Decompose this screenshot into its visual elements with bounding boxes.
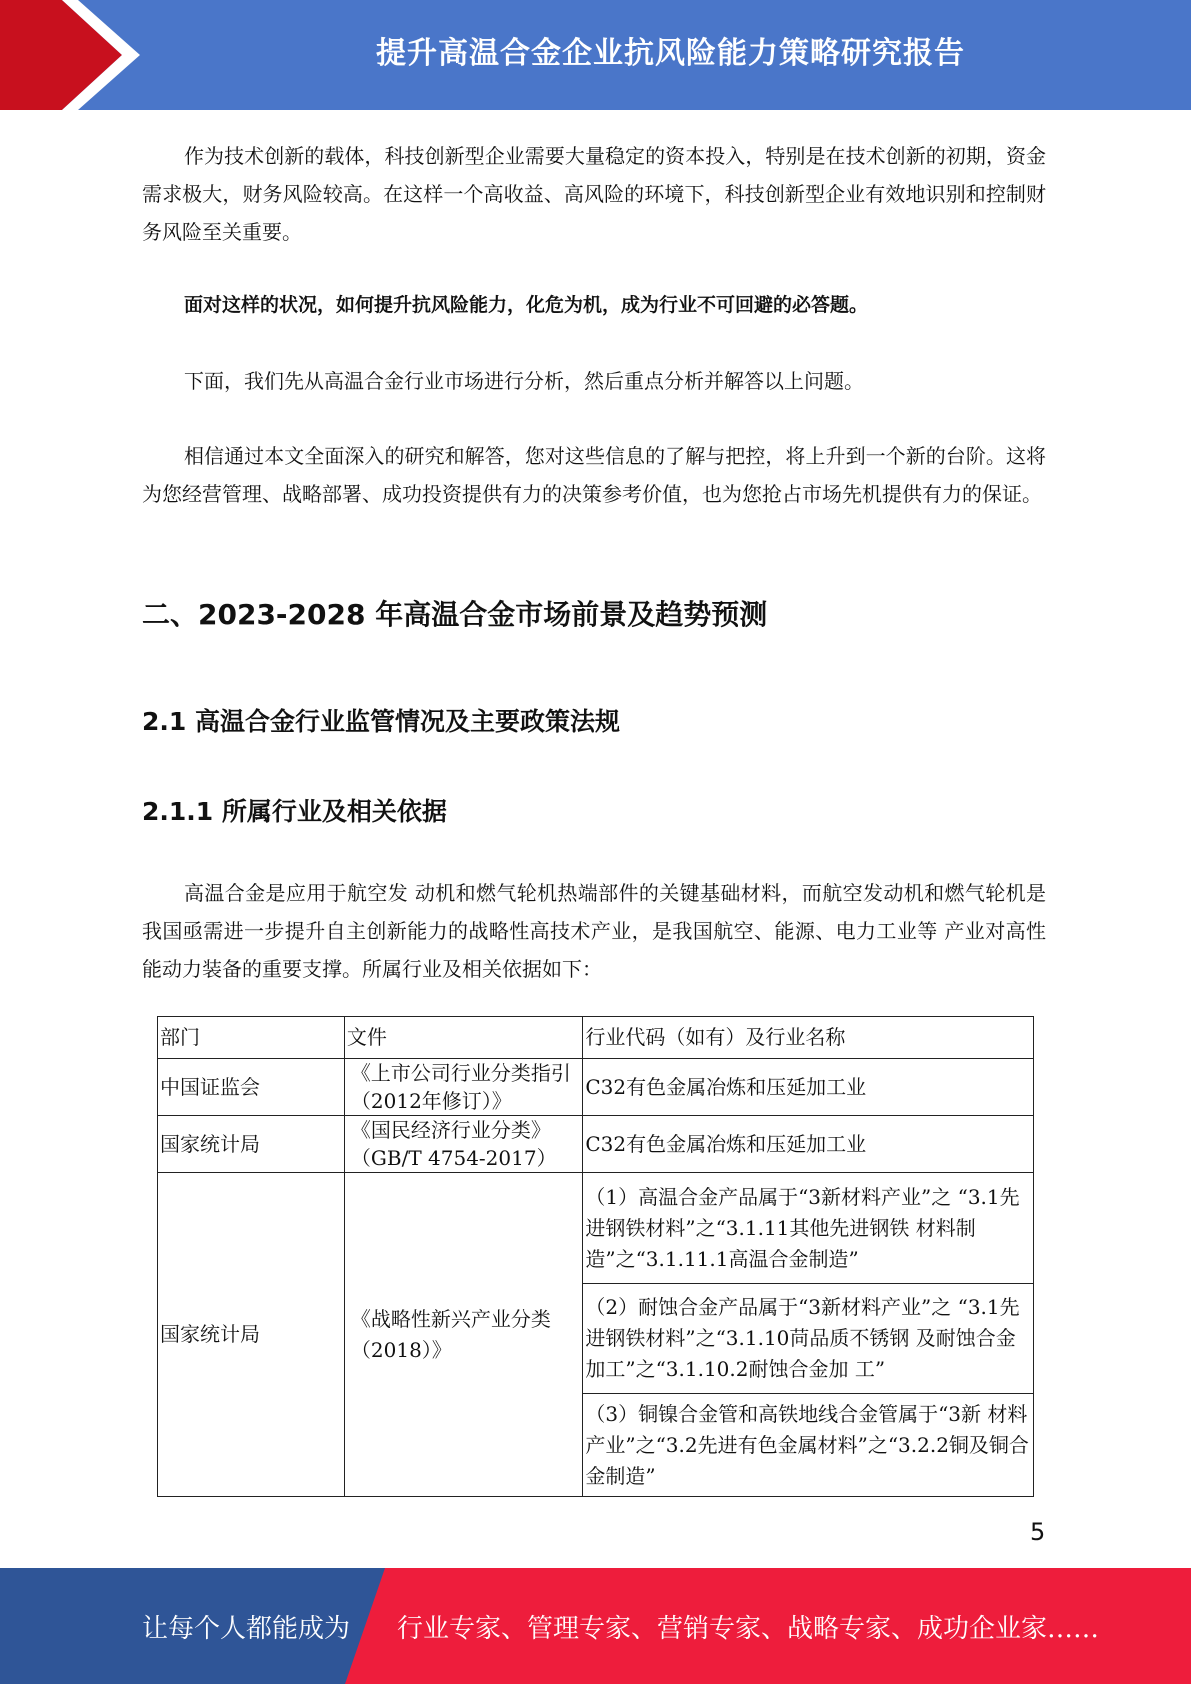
intro-paragraph-3: 下面，我们先从高温合金行业市场进行分析，然后重点分析并解答以上问题。 [184,369,864,393]
table-cell-doc: 《国民经济行业分类》（GB/T 4754-2017） [344,1116,582,1173]
table-header-row [158,1017,1034,1059]
page-number: 5 [1030,1518,1046,1546]
intro-paragraph-2: 面对这样的状况，如何提升抗风险能力，化危为机，成为行业不可回避的必答题。 [184,294,869,316]
report-title: 提升高温合金企业抗风险能力策略研究报告 [376,36,965,71]
header-arrow-decoration [0,0,160,110]
table-header-cell: 文件 [344,1017,582,1059]
table-cell-dept: 国家统计局 [158,1173,345,1497]
table-cell-doc: 《上市公司行业分类指引（2012年修订）》 [344,1059,582,1116]
table-header-cell: 行业代码（如有）及行业名称 [583,1017,1034,1059]
table-cell-code: C32有色金属冶炼和压延加工业 [583,1059,1034,1116]
page-footer [0,1568,1191,1684]
table-cell-code: （1）高温合金产品属于“3新材料产业”之 “3.1先进钢铁材料”之“3.1.11其他先进钢铁 材料制造”之“3.1.11.1高温合金制造” [583,1173,1034,1284]
table-cell-dept: 中国证监会 [158,1059,345,1116]
table-cell-doc: 《战略性新兴产业分类（2018）》 [344,1173,582,1497]
table-header-cell: 部门 [158,1017,345,1059]
table-row [158,1116,1034,1173]
table-cell-code: （3）铜镍合金管和高铁地线合金管属于“3新 材料产业”之“3.2先进有色金属材料”之“3.2.2铜及铜合金制造” [583,1394,1034,1497]
subsection-heading: 2.1 高温合金行业监管情况及主要政策法规 [142,707,620,736]
table-cell-dept: 国家统计局 [158,1116,345,1173]
intro-paragraph-1: 作为技术创新的载体，科技创新型企业需要大量稳定的资本投入，特别是在技术创新的初期，资金需求极大，财务风险较高。在这样一个高收益、高风险的环境下，科技创新型企业有效地识别和控制财务风险至关重要。 [142,144,1046,244]
page-header [0,0,1191,110]
body-paragraph: 高温合金是应用于航空发 动机和燃气轮机热端部件的关键基础材料，而航空发动机和燃气轮机是我国亟需进一步提升自主创新能力的战略性高技术产业，是我国航空、能源、电力工业等 产业对高性能动力装备的重要支撑。所属行业及相关依据如下： [142,881,1046,981]
intro-paragraph-4: 相信通过本文全面深入的研究和解答，您对这些信息的了解与把控，将上升到一个新的台阶。这将为您经营管理、战略部署、成功投资提供有力的决策参考价值，也为您抢占市场先机提供有力的保证。 [142,444,1046,506]
industry-classification-table [157,1016,1034,1497]
footer-slogan-left: 让每个人都能成为 [142,1613,351,1644]
table-row [158,1173,1034,1284]
table-cell-code: C32有色金属冶炼和压延加工业 [583,1116,1034,1173]
sub-subsection-heading: 2.1.1 所属行业及相关依据 [142,797,447,826]
table-row [158,1059,1034,1116]
footer-slogan-right: 行业专家、管理专家、营销专家、战略专家、成功企业家…… [397,1613,1100,1644]
section-heading: 二、2023-2028 年高温合金市场前景及趋势预测 [142,598,768,631]
table-cell-code: （2）耐蚀合金产品属于“3新材料产业”之 “3.1先进钢铁材料”之“3.1.10苘品质不锈钢 及耐蚀合金加工”之“3.1.10.2耐蚀合金加 工” [583,1284,1034,1394]
